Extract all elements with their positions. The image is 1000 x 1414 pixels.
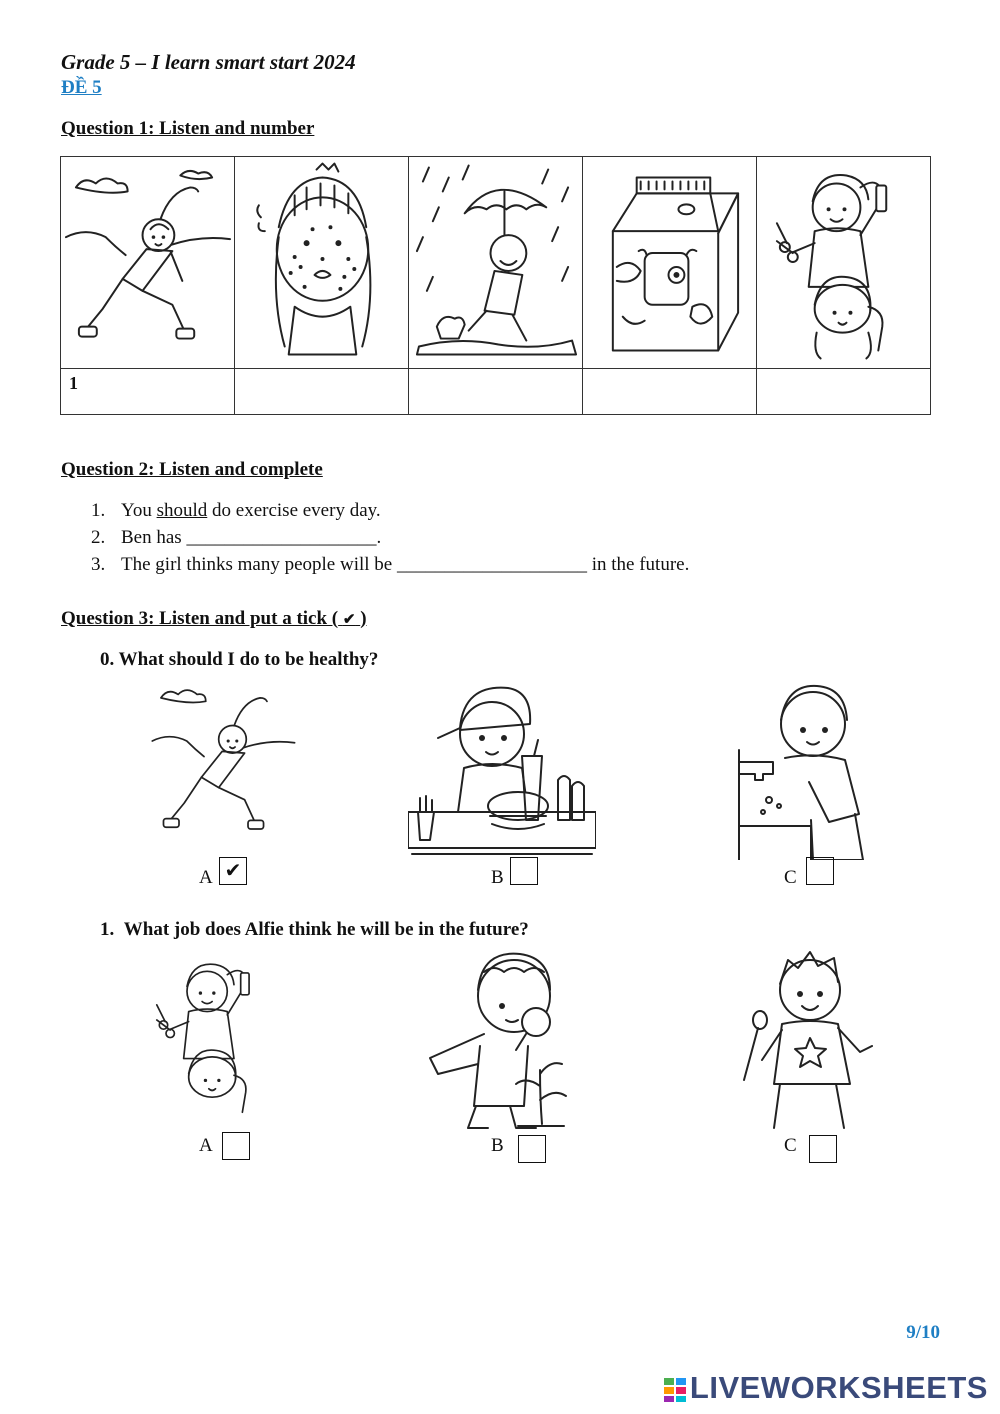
boy-eating-burger-icon	[408, 676, 596, 860]
liveworksheets-icon	[664, 1378, 686, 1402]
answer-checkbox[interactable]	[806, 857, 834, 885]
option-letter: A	[199, 1135, 213, 1156]
number-cell[interactable]	[757, 369, 931, 415]
question-1-heading: Question 1: Listen and number	[61, 118, 315, 139]
list-item: 2. Ben has ____________________.	[91, 527, 382, 548]
liveworksheets-logo: LIVEWORKSHEETS	[664, 1370, 988, 1406]
question-1-table	[60, 156, 931, 415]
hairdresser-icon	[757, 157, 930, 368]
option-letter: A	[199, 867, 213, 888]
man-in-rain-icon	[409, 157, 582, 368]
milk-carton-icon	[583, 157, 756, 368]
hairdresser-icon	[140, 948, 286, 1128]
q1-picture-cell	[757, 157, 931, 369]
answer-checkbox[interactable]	[518, 1135, 546, 1163]
number-cell[interactable]	[235, 369, 409, 415]
option-letter: C	[784, 1135, 797, 1156]
question-2-heading: Question 2: Listen and complete	[61, 459, 323, 480]
girl-exercising-icon	[61, 157, 234, 368]
girl-exercising-icon	[145, 672, 301, 854]
answer-blank[interactable]: ____________________	[186, 527, 377, 548]
q1-picture-cell	[235, 157, 409, 369]
worksheet-title: Grade 5 – I learn smart start 2024	[61, 50, 356, 74]
answer-checkbox[interactable]	[809, 1135, 837, 1163]
scientist-icon	[414, 950, 584, 1134]
question-2-list	[90, 497, 689, 578]
option-letter: B	[491, 1135, 504, 1156]
number-cell[interactable]	[409, 369, 583, 415]
answer-checkbox[interactable]	[222, 1132, 250, 1160]
tick-icon: ✔	[342, 612, 356, 628]
boy-washing-hands-icon	[735, 680, 871, 860]
q1-picture-cell	[61, 157, 235, 369]
option-letter: C	[784, 867, 797, 888]
list-item: 3. The girl thinks many people will be ____________________ in the future.	[91, 554, 690, 575]
answer-blank[interactable]: ____________________	[396, 554, 587, 575]
number-cell[interactable]	[583, 369, 757, 415]
number-cell[interactable]: 1	[61, 369, 235, 415]
question-3-item-1-label: 1. What job does Alfie think he will be in the future?	[100, 919, 529, 940]
test-code: ĐỀ 5	[61, 77, 102, 98]
girl-with-spots-icon	[235, 157, 408, 368]
question-3-example-label: 0. What should I do to be healthy?	[100, 649, 379, 670]
question-3-heading: Question 3: Listen and put a tick ( ✔ )	[61, 608, 367, 629]
option-letter: B	[491, 867, 504, 888]
q1-picture-cell	[583, 157, 757, 369]
answer-checkbox[interactable]: ✔	[219, 857, 247, 885]
answer-blank[interactable]: should	[156, 500, 208, 521]
answer-checkbox[interactable]	[510, 857, 538, 885]
page-number: 9/10	[906, 1322, 940, 1343]
q1-picture-cell	[409, 157, 583, 369]
list-item: 1. You should do exercise every day.	[91, 500, 381, 521]
singer-icon	[732, 950, 882, 1130]
